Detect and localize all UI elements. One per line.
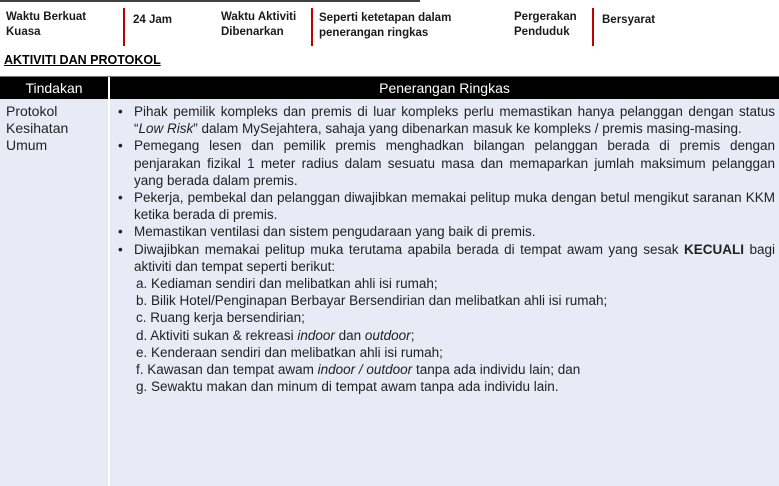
header-top-rule xyxy=(0,0,420,2)
exception-item-e: e. Kenderaan sendiri dan melibatkan ahli isi rumah; xyxy=(136,344,443,360)
column-divider xyxy=(108,99,110,486)
bullet-icon: • xyxy=(118,104,123,119)
waktu-berkuat-kuasa-label: Waktu Berkuat Kuasa xyxy=(6,11,87,38)
section-title: AKTIVITI DAN PROTOKOL xyxy=(4,53,161,67)
bullet-item-low-risk: • Pihak pemilik kompleks dan premis di luar kompleks perlu memastikan hanya pelanggan dengan status “Low Risk” dalam MySejahtera, sahaja yang dibenarkan masuk ke kompleks / premis masing-masing. xyxy=(118,104,775,137)
exception-item-f: f. Kawasan dan tempat awam indoor / outdoor tanpa ada individu lain; dan xyxy=(136,362,581,378)
exception-item-d: d. Aktiviti sukan & rekreasi indoor dan outdoor; xyxy=(136,327,415,343)
waktu-aktiviti-value: Seperti ketetapan dalam penerangan ringkas xyxy=(319,12,452,39)
bullet-list xyxy=(116,103,775,395)
header-divider xyxy=(311,8,313,46)
bullet-item-kecuali: • Diwajibkan memakai pelitup muka terutama apabila berada di tempat awam yang sesak KECUALI bagi aktiviti dan tempat seperti berikut: a. Kediaman sendiri dan melibatkan ahli isi rumah; b. Bilik Hotel/Penginapan Berbayar Bersendirian dan melibatkan ahli isi rumah; c. Ruang kerja bersendirian; d. Aktiviti sukan & rekreasi indoor dan outdoor; e. Kenderaan sendiri dan melibatkan ahli isi rumah; f. Kawasan dan tempat awam indoor / outdoor tanpa ada individu lain; dan g. Sewaktu makan dan minum di tempat awam tanpa ada individu lain. xyxy=(118,241,775,395)
pergerakan-value: Bersyarat xyxy=(602,14,656,26)
exception-item-a: a. Kediaman sendiri dan melibatkan ahli isi rumah; xyxy=(136,276,438,292)
table-header-row xyxy=(0,76,779,99)
description-cell xyxy=(116,103,775,395)
waktu-aktiviti-label: Waktu Aktiviti Dibenarkan xyxy=(221,11,297,38)
column-header-tindakan: Tindakan xyxy=(25,80,83,96)
bullet-icon: • xyxy=(118,138,123,154)
column-header-penerangan: Penerangan Ringkas xyxy=(379,80,510,96)
bullet-icon: • xyxy=(118,224,123,240)
waktu-berkuat-kuasa-value: 24 Jam xyxy=(133,14,173,26)
header-divider xyxy=(592,8,594,46)
exception-item-c: c. Ruang kerja bersendirian; xyxy=(136,310,305,326)
header-divider xyxy=(123,8,125,46)
bullet-icon: • xyxy=(118,241,123,257)
exception-item-g: g. Sewaktu makan dan minum di tempat awam tanpa ada individu lain. xyxy=(136,379,559,395)
protocol-table xyxy=(0,76,779,486)
table-row xyxy=(0,99,779,486)
exception-list xyxy=(134,275,775,395)
bullet-item-pelitup-muka: • Pekerja, pembekal dan pelanggan diwajibkan memakai pelitup muka dengan betul mengikut saranan KKM ketika berada di premis. xyxy=(118,190,775,223)
row-label: Protokol Kesihatan Umum xyxy=(6,103,69,153)
pergerakan-label: Pergerakan Penduduk xyxy=(514,11,577,38)
bullet-item-ventilasi: • Memastikan ventilasi dan sistem pengudaraan yang baik di premis. xyxy=(118,224,536,240)
bullet-icon: • xyxy=(118,190,123,206)
bullet-item-penjarakan: • Pemegang lesen dan pemilik premis menghadkan bilangan pelanggan berada di premis dengan penjarakan fizikal 1 meter radius dalam sesuatu masa dan memaparkan jumlah maksimum pelanggan yang berada dalam premis. xyxy=(118,138,775,188)
header-bar xyxy=(0,0,779,52)
exception-item-b: b. Bilik Hotel/Penginapan Berbayar Bersendirian dan melibatkan ahli isi rumah; xyxy=(136,293,608,309)
